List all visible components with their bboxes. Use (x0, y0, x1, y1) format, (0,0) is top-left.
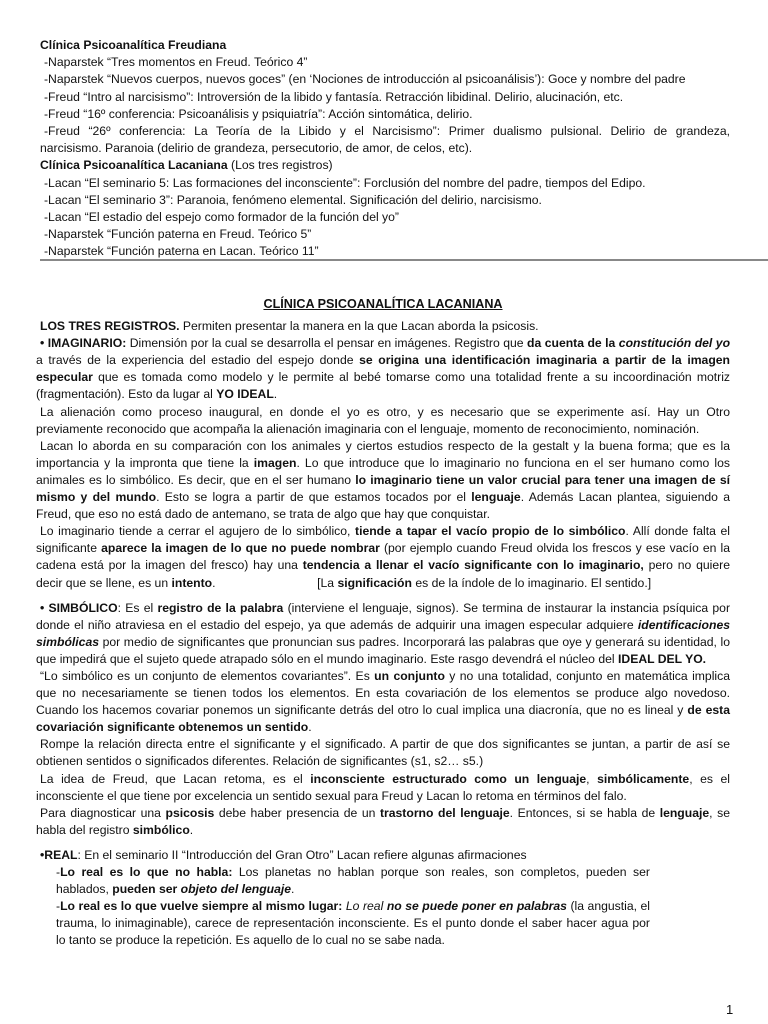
text-run: un conjunto (374, 668, 445, 683)
text-run: lenguaje (659, 805, 710, 820)
text-run: inconsciente estructurado como un lenguaje (310, 771, 587, 786)
real-list (36, 864, 654, 949)
simbolico-paragraph (36, 736, 734, 770)
text-run: , es el inconsciente el que tiene por excelencia un sentido sexual para Freud y Lacan lo retoma en términos del falo. (36, 771, 734, 803)
text-run: : En el seminario II “Introducción del Gran Otro” Lacan refiere algunas afirmaciones (77, 847, 527, 862)
text-run: se origina una identificación imaginaria a partir de la imagen especular (36, 353, 734, 385)
text-run: Para diagnosticar una (40, 805, 166, 820)
imaginario-paragraph (36, 438, 734, 523)
text-run: no se puede poner en palabras (386, 899, 567, 914)
intro-paragraph: LOS TRES REGISTROS. Permiten presentar la manera en la que Lacan aborda la psicosis. (40, 319, 539, 334)
heading-freud: Clínica Psicoanalítica Freudiana (40, 38, 227, 52)
text-run: Lo imaginario tiende a cerrar el agujero de lo simbólico, (40, 524, 356, 539)
text-run: , (586, 771, 598, 786)
text-run: Lo real es lo que no habla: (60, 865, 233, 879)
text-run: (interviene el lenguaje, signos). Se termina de instaurar la instancia psíquica por donde el niño atraviesa en el estadio del espejo, ya que además de adquirir una imagen especular adquiere (36, 600, 734, 632)
text-run: lo imaginario tiene un valor crucial para tener una imagen de sí mismo y del mundo (36, 472, 734, 505)
main-content (36, 296, 734, 949)
text-run: . (291, 882, 295, 897)
imaginario-paragraph (36, 404, 734, 438)
text-run: constitución del yo (618, 336, 731, 351)
text-run: •REAL (40, 847, 78, 862)
section-divider (40, 259, 768, 261)
text-run: . Entonces, si se habla de (509, 805, 660, 820)
text-run: : Es el (117, 600, 158, 615)
text-run: . Además Lacan plantea, siguiendo a Freud, que eso no está dado de antemano, se trata de algo que hay que conquistar. (36, 490, 734, 522)
text-run: imagen (253, 455, 297, 470)
index-item: -Naparstek “Tres momentos en Freud. Teórico 4” (44, 55, 308, 70)
heading-lacan: Clínica Psicoanalítica Lacaniana (Los tres registros) (40, 158, 333, 173)
index-item: -Freud “26º conferencia: La Teoría de la Libido y el Narcisismo”: Primer dualismo pulsional. Delirio de grandeza, (44, 124, 730, 139)
text-run: trastorno del lenguaje (379, 805, 510, 820)
text-run: debe haber presencia de un (214, 805, 380, 820)
text-run: pero no quiere decir que se llene, es un (36, 558, 734, 590)
simbolico-paragraph (36, 805, 734, 839)
text-run: “Lo simbólico es un conjunto de elementos covariantes”. Es (40, 668, 375, 683)
text-run: de esta covariación significante obtenemos un sentido (36, 703, 734, 735)
text-run: Lo real es lo que vuelve siempre al mismo lugar: (60, 899, 343, 914)
text-run: simbólicamente (597, 771, 690, 786)
text-run: . Esto se logra a partir de que estamos tocados por el (156, 490, 472, 505)
text-run: Dimensión por la cual se desarrolla el pensar en imágenes. Registro que (126, 336, 528, 351)
text-run: Los planetas no hablan porque son reales, son completos, pueden ser hablados, (56, 865, 654, 897)
index-item: -Naparstek “Función paterna en Freud. Teórico 5” (44, 227, 312, 242)
text-run: . [La (212, 575, 338, 590)
text-run: • SIMBÓLICO (40, 600, 118, 615)
text-run: • IMAGINARIO: (40, 336, 127, 351)
text-run: La idea de Freud, que Lacan retoma, es el (40, 771, 311, 786)
imaginario-paragraph (36, 523, 734, 591)
text-run: . (308, 720, 312, 735)
text-run: . Lo que introduce que lo imaginario no funciona en el ser humano como los animales es lo simbólico. Es decir, que en el ser humano (36, 455, 734, 487)
index-item: -Lacan “El estadio del espejo como formador de la función del yo” (44, 210, 399, 225)
simbolico-paragraph (36, 668, 734, 736)
text-run: . Allí donde falta el significante (36, 524, 734, 556)
text-run: . (273, 387, 278, 402)
real-item (56, 898, 654, 949)
text-run: por medio de significantes que pronuncian sus padres. Incorporará las palabras que oye y generará su identidad, lo que impedirá que el sujeto quede atrapado sólo en el mundo imaginario. Este rasgo devendrá el núcleo del (36, 634, 734, 666)
simbolico-paragraph (36, 771, 734, 805)
text-run: registro de la palabra (157, 600, 284, 615)
page-title: CLÍNICA PSICOANALÍTICA LACANIANA (263, 297, 503, 311)
text-run: , se habla del registro (36, 805, 734, 837)
real-item (56, 864, 654, 898)
text-run: psicosis (165, 805, 215, 820)
text-run: aparece la imagen de lo que no puede nombrar (101, 541, 380, 556)
real-paragraph (36, 847, 730, 864)
text-run: YO IDEAL (216, 387, 274, 402)
index-item: -Naparstek “Nuevos cuerpos, nuevos goces” (en ‘Nociones de introducción al psicoanálisis’): Goce y nombre del padre (44, 72, 686, 87)
text-run: Rompe la relación directa entre el significante y el significado. A partir de que dos significantes se juntan, a partir de así se obtienen sentidos o significados diferentes. Relación de significantes (s1, s2… s5.) (36, 737, 734, 769)
text-run: Lo real (345, 899, 387, 914)
index-item: -Naparstek “Función paterna en Lacan. Teórico 11” (44, 244, 319, 259)
text-run: y no una totalidad, conjunto en matemática implica que no necesariamente se tienen todos los elementos. En esta covariación de los elementos se produce algo novedoso. Cuando los hacemos covariar ponemos un significante detrás del otro lo cual implica una diacronía, que no es lineal y (36, 668, 734, 718)
index-item: -Lacan “El seminario 3”: Paranoia, fenómeno elemental. Significación del delirio, narcisismo. (44, 192, 542, 207)
text-run: objeto del lenguaje (180, 882, 292, 897)
index-item: -Freud “Intro al narcisismo”: Introversión de la libido y fantasía. Retracción libidinal. Delirio, alucinación, etc. (44, 89, 624, 104)
text-run: - (56, 899, 61, 914)
text-run: . (189, 822, 194, 837)
imaginario-paragraph (36, 335, 734, 403)
text-run: lenguaje (471, 490, 521, 505)
index-item: -Freud “16º conferencia: Psicoanálisis y psiquiatría”: Acción sintomática, delirio. (44, 106, 473, 121)
text-run: intento (171, 575, 213, 590)
text-run: es de la índole de lo imaginario. El sentido.] (411, 575, 652, 590)
text-run: IDEAL DEL YO. (618, 651, 707, 666)
text-run: simbólico (132, 822, 190, 837)
text-run: (por ejemplo cuando Freud olvida los frescos y ese vacío en la cadena está por la imagen del fresco) hay una (36, 541, 734, 573)
text-run: - (56, 865, 61, 879)
text-run: da cuenta de la (527, 336, 619, 351)
text-run: identificaciones simbólicas (36, 617, 734, 649)
page-number: 1 (726, 1002, 734, 1017)
text-run: tiende a tapar el vacío propio de lo simbólico (355, 524, 626, 539)
index-item-continuation: narcisismo. Paranoia (delirio de grandeza, persecutorio, de amor, de celos, etc). (40, 141, 473, 156)
text-run: que es tomada como modelo y le permite al bebé tomarse como una totalidad frente a su incoordinación motriz (fragmentación). Esto da lugar al (36, 370, 734, 402)
simbolico-paragraph (36, 600, 734, 668)
text-run: (la angustia, el trauma, lo inimaginable), carece de representación inconsciente. Es el punto donde el saber hacer agua por lo tanto se produce la repetición. Es aquello de lo cual no se sabe nada. (56, 899, 654, 948)
text-run: Lacan lo aborda en su comparación con los animales y ciertos estudios respecto de la gestalt y la buena forma; que es la importancia y la impronta que tiene la (36, 438, 734, 470)
index-section (40, 37, 730, 261)
text-run: pueden ser (112, 882, 181, 897)
text-run: significación (337, 575, 412, 590)
text-run: La alienación como proceso inaugural, en donde el yo es otro, y es necesario que se experimente así. Hay un Otro previamente reconocido que acompaña la alienación imaginaria con el lenguaje, momento de reconocimiento, nominación. (36, 404, 734, 436)
index-item: -Lacan “El seminario 5: Las formaciones del inconsciente”: Forclusión del nombre del padre, tiempos del Edipo. (44, 175, 646, 190)
text-run: a través de la experiencia del estadio del espejo donde (36, 336, 734, 368)
text-run: tendencia a llenar el vacío significante con lo imaginario, (302, 558, 644, 573)
